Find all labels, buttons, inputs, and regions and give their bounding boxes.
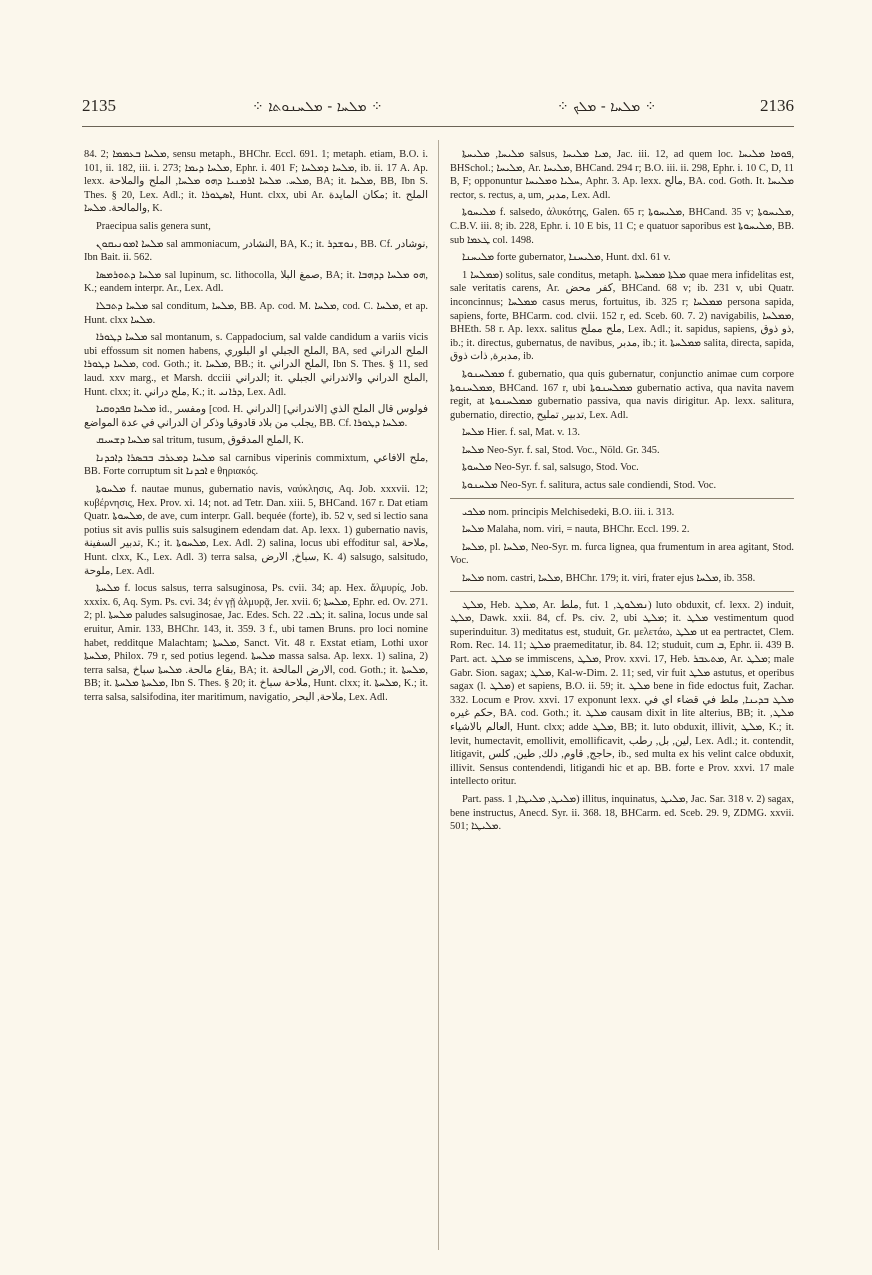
- entry-paragraph: ܡܠܚܐ Hier. f. sal, Mat. v. 13.: [462, 427, 580, 439]
- left-running-head: ⁘ ܡܠܚܐ - ܡܠܚܢܘܬܐ ⁘: [252, 99, 383, 115]
- entry-paragraph: ܡܠܚܬܐ f. locus salsus, terra salsuginosa, Ps. cvii. 34; ap. Hex. ἅλμυρίς, Job. xxxix. 6, Aq. Sym. Ps. cvi. 34; ἐν γῇ ἁλμυρᾷ, Jer. xvii. 6; ܡܠܚܬܐ, Ephr. ed. Ov. 271. 2; pl. ܡܠܚܬܐ paludes salsuginosae, Jac. Edes. Sch. ܠܒ. 22; it. salina, locus unde sal eruitur, Amir. 133, BHChr. 143, it. 359. 3 f., ubi tamen Bruns. pro loci nomine habet, redditque Malachtam; ܡܠܚܬܐ, Sanct. Vit. 48 r. Exstat etiam, Lothi uxor ܡܠܚܬܐ, Philox. 79 r, sed potius legend. ܡܠܚܬܐ massa salsa. Ap. lexx. 1) salina, 2) terra salsa, بقاع مالحة. ܡܠܚܬܐ سباخ, BA; it. الارض المالحة, cod. Goth.; it. ܡܠܚܬܐ, BB; it. ܡܠܚܬܐ ܡܠܚܬܐ, Ibn S. Thes. § 20; it. ملاحة سباخ, Hunt. clxx; it. ܡܠܚܬܐ, K.; it. terra salsa, salsifodina, iter maritimum, navigatio, ملاحة, البحر, Lex. Adl.: [84, 583, 429, 703]
- right-running-head: ⁘ ܡܠܚܐ - ܡܠܟ ⁘: [557, 99, 657, 115]
- entry-paragraph: ܡܠܚܐ Malaha, nom. viri, = nauta, BHChr. Eccl. 199. 2.: [462, 524, 690, 536]
- entry-paragraph: ܡܠܚܐ ܕܬܒܠܐ sal conditum, ܡܠܚܐ, BB. Ap. cod. M. ܡܠܚܐ, cod. C. ܡܠܚܐ, et ap. Hunt. clxx ܡܠܚܐ.: [84, 300, 428, 326]
- entry-paragraph: ܡܠܚܐ ܕܛܘܪܐ sal montanum, s. Cappadocium, sal valde candidum a variis vicis ubi effossum sit nomen habens, الملح الجبلي او البلوري, BA, sed الملح الدراني ܡܠܚܐ ܕܛܘܪܐ, cod. Goth.; it. ܡܠܚܐ, BB.; it. الملح الدراني, Ibn S. Thes. § 11, sed laud. xxv marg., et Marsh. dcciii الدراني; it. الملح الدراني والاندراني الجبلي, Hunt. clxx; it. ملح دراني, K.; it. ܕܪܐܢܝ, Lex. Adl.: [84, 332, 429, 398]
- column-divider: [438, 140, 439, 1250]
- header-rule: [82, 126, 794, 127]
- right-column: [450, 148, 794, 838]
- section-separator: [450, 498, 794, 499]
- right-page-number: 2136: [760, 96, 794, 115]
- section-separator: [450, 591, 794, 592]
- entry-paragraph: ܡܠܚܐ Neo-Syr. f. sal, Stod. Voc., Nöld. Gr. 345.: [462, 444, 660, 456]
- entry-paragraph: ܡܠܝܚܘܬܐ f. salsedo, ἀλυκότης, Galen. 65 r; ܡܠܝܚܘܬܐ, BHCand. 35 v; ܡܠܝܚܘܬܐ, C.B.V. iii. 8; ib. 228, Ephr. i. 10 E bis, 11 C; e quatuor saporibus est ܡܠܝܚܘܬܐ, BB. sub ܛܥܡܐ col. 1498.: [450, 207, 794, 246]
- entry-paragraph: ܡܠܚܐ ܕܡܥܪܒ ܒܒܣܪܐ ܕܐܟܕܢܐ sal carnibus viperinis commixtum, ملح الافاعي, BB. Forte corruptum sit ܐܟܕܢܐ e θηριακός.: [84, 452, 428, 478]
- entry-paragraph: ܡܠܚܐ ܩܦܕܘܩܝܐ id., ومفسر [cod. H. الدراني] [الاندراني] فولوس قال الملح الذي يجلب من بلاد قادوقيا وذكر ان الدراني في عدة المواضع, BB. Cf. ܡܠܚܐ ܕܛܘܪܐ.: [84, 404, 428, 429]
- entry-paragraph: 84. 2; ܡܠܚܐ ܒܥܡܡܐ, sensu metaph., BHChr. Eccl. 691. 1; metaph. etiam, B.O. i. 101, ii. 182, iii. i. 273; ܡܠܚܐ ܕܝܡܐ, Ephr. i. 401 F; ܡܠܚܐ ܕܡܠܚܐ, ib. ii. 17 A. Ap. lexx. ܡܠܚ. ܡܠܚܐ ܐܪܡܢܝܐ ܕܗܘ ܡܠܚܐ, الملح والملاحة, BA; it. ܡܠܚܐ, BB, Ibn S. Thes. § 20, Lex. Adl.; it. ܐܣܛܘܪܐ, Hunt. clxx, ubi Ar. مكان المايدة; it. الملح والمالحة. ܡܠܚܐ, K.: [84, 149, 428, 215]
- entry-paragraph: ܡܡܠܚܢܘܬܐ f. gubernatio, qua quis gubernatur, conjunctio animae cum corpore ܡܡܠܚܢܘܬܐ, BHCand. 167 r, ubi ܡܡܠܚܢܘܬܐ gubernatio activa, qua navita navem regit, at ܡܡܠܚܢܘܬܐ gubernatio passiva, qua navis dirigitur. Ap. lexx. salitura, gubernatio, directio, تدبير, تمليح, Lex. Adl.: [450, 368, 794, 421]
- entry-paragraph: ܡܠܛ, Heb. ܡܠܛ, Ar. ملط, fut. ܢܡܠܘܛ, 1) luto obduxit, cf. lexx. 2) induit, ܡܠܛ, Dawk. xxii. 84, cf. Ps. civ. 2, ubi ܡܠܛ; it. ܡܠܛ vestimentum quod superinduitur. 3) meditatus est, studuit, Gr. μελετάω, ܡܠܛ ut ea pertractet, Clem. Rom. Rec. 14. 11; ܡܠܛ praemeditatur, ib. 84. 12; studuit, cum ܒ, Ephr. ii. 439 B. Part. act. ܡܠܛ se immiscens, ܡܠܛ, Prov. xxvi. 17, Heb. ܡܬܥܒܪ, Ar. ܡܠܛ; male Gabr. Sion. sagax; ܡܠܛ, Kal-w-Dim. 2. 11; sed, vir fuit ܡܠܛ astutus, et operibus sagax (l. ܡܠܛ) et sapiens, B.O. ii. 59; it. ܡܠܛ bene in fide edoctus fuit, Zachar. 332. Locum e Prov. xxvi. 17 exponunt lexx. ܡܠܛ ܒܕܝܢܐ, ملط في قضاء اي في حكم غيره, BA. cod. Goth.; it. ܡܠܛ causam dixit in lite alterius, BB; it. ܡܠܛ, العالم بالاشياء, Hunt. clxx; adde ܡܠܛ, BB; it. luto obduxit, illivit, ܡܠܛ, K.; it. levit, humectavit, emollivit, emollificavit, لين, بل, رطب, Lex. Adl.; it. contendit, litigavit, حاجج, قاوم, دلك, طين, كلس, ib., sed multa ex his velint calce obduxit, illivit. Sensus contendendi, litigandi hic et ap. BB. forte e Prov. xxvi. 17 male intellecto oritur.: [450, 599, 795, 788]
- entry-paragraph: Part. pass. ܡܠܝܛ, ܡܠܝܛܐ, 1) illitus, inquinatus, ܡܠܝܛ, Jac. Sar. 318 v. 2) sagax, bene instructus, Anecd. Syr. ii. 368. 18, BHCarm. ed. Sceb. 29. 9, ZDMG. xxvii. 501; ܡܠܝܛܐ.: [450, 793, 794, 833]
- entry-paragraph: ܡܠܚܐ ܐܡܘܢܝܩܘܢ sal ammoniacum, النشادر, BA, K.; it. ܢܘܫܕܪ, BB. Cf. نوشادر, Ibn Bait. ii. 562.: [84, 238, 429, 264]
- entry-paragraph: ܡܠܝܚܐ, ܡܠܝܚܬܐ salsus, ܡܝܐ ܡܠܝܚܐ, Jac. iii. 12, ad quem loc. ܦܘܡܐ ܡܠܝܚܐ, BHSchol.; ܡܠܝܚܐ, Ar. ܡܠܝܚܐ, BHCand. 294 r; B.O. iii. ii. 298, Ephr. i. 10 C, D, 11 B, F; opponuntur ܚܠܝܐ ܘܡܠܝܚܐ, Aphr. 3. Ap. lexx. مالح, BA. cod. Goth. It. ܡܠܝܚܐ rector, s. rectus, a, um, مدبر, Lex. Adl.: [450, 149, 794, 201]
- entry-paragraph: ܡܠܚܘܬܐ Neo-Syr. f. sal, salsugo, Stod. Voc.: [462, 462, 639, 474]
- left-page-number: 2135: [82, 96, 116, 115]
- entry-paragraph: Praecipua salis genera sunt,: [96, 220, 211, 232]
- page-header: [82, 96, 794, 122]
- entry-paragraph: ܡܠܟܝ nom. principis Melchisedeki, B.O. iii. i. 313.: [462, 506, 675, 518]
- entry-paragraph: ܡܠܚܐ ܕܬܘܪܡܣܐ sal lupinum, sc. lithocolla, صمغ البلا, BA; it. ܗܘ ܡܠܚܐ ܕܕܗܒܐ, K.; eandem interpr. Ar., Lex. Adl.: [84, 269, 428, 295]
- entry-paragraph: ܡܠܚܐ ܕܫܚܝܩ sal tritum, tusum, الملح المدقوق, K.: [96, 435, 304, 447]
- entry-paragraph: ܡܠܚܐ, pl. ܡܠܚܐ, Neo-Syr. m. furca lignea, qua frumentum in area agitant, Stod. Voc.: [450, 541, 794, 567]
- entry-paragraph: ܡܠܝܚܢܐ forte gubernator, ܡܠܝܚܢܐ, Hunt. dxl. 61 v.: [462, 252, 671, 264]
- entry-paragraph: ܡܠܚܘܬܐ f. nautae munus, gubernatio navis, ναύκλησις, Aq. Job. xxxvii. 12; κυβέρνησις, Hex. Prov. xi. 14; not. ad Tetr. Dan. xiii. 5, BHCand. 167 r. Dat etiam Quatr. ܡܠܚܘܬܐ, de ave, cum interpr. Gall. bequée (forte), ib. 52 v, sed si lectio sana potius sit avis pullis suis salsuginem edendam dat. Ap. lexx. 1) gubernatio navis, تدبير السفينة, K.; it. ܡܠܚܘܬܐ, Lex. Adl. 2) salina, locus ubi effoditur sal, ملاحة, Hunt. clxx, K., Lex. Adl. 3) terra salsa, سباخ, الارض, K. 4) salsugo, salsitudo, ملوحة, Lex. Adl.: [84, 484, 429, 577]
- entry-paragraph: ܡܠܚܐ nom. castri, ܡܠܚܐ, BHChr. 179; it. viri, frater ejus ܡܠܚܐ, ib. 358.: [462, 573, 756, 585]
- entry-paragraph: ܡܠܚܢܘܬܐ Neo-Syr. f. salitura, actus sale condiendi, Stod. Voc.: [462, 480, 717, 492]
- left-column: [84, 148, 428, 709]
- entry-paragraph: ܡܡܠܚܐ 1) solitus, sale conditus, metaph. ܡܠܬܐ ܡܡܠܚܬܐ quae mera infidelitas est, sale veritatis carens, Ar. كفر محض, BHCand. 68 v; ib. 231 v, ubi Quatr. inconcinnus; ܡܡܠܚܐ casus merus, fortuitus, ib. 325 r; ܡܡܠܚܐ persona sapida, sapiens, forte, BHCarm. cod. clvii. 152 r, ed. Sceb. 60. 7. 2) navigabilis, ܡܡܠܚܐ, BHEth. 58 r. Ap. lexx. salitus ملح مملح, Lex. Adl.; it. sapidus, sapiens, ذو ذوق, ib.; it. directus, gubernatus, de navibus, مدبر, ib.; it. ܡܡܠܚܬܐ salita, directa, sapida, مدبرة, ذات ذوق, ib.: [450, 269, 795, 363]
